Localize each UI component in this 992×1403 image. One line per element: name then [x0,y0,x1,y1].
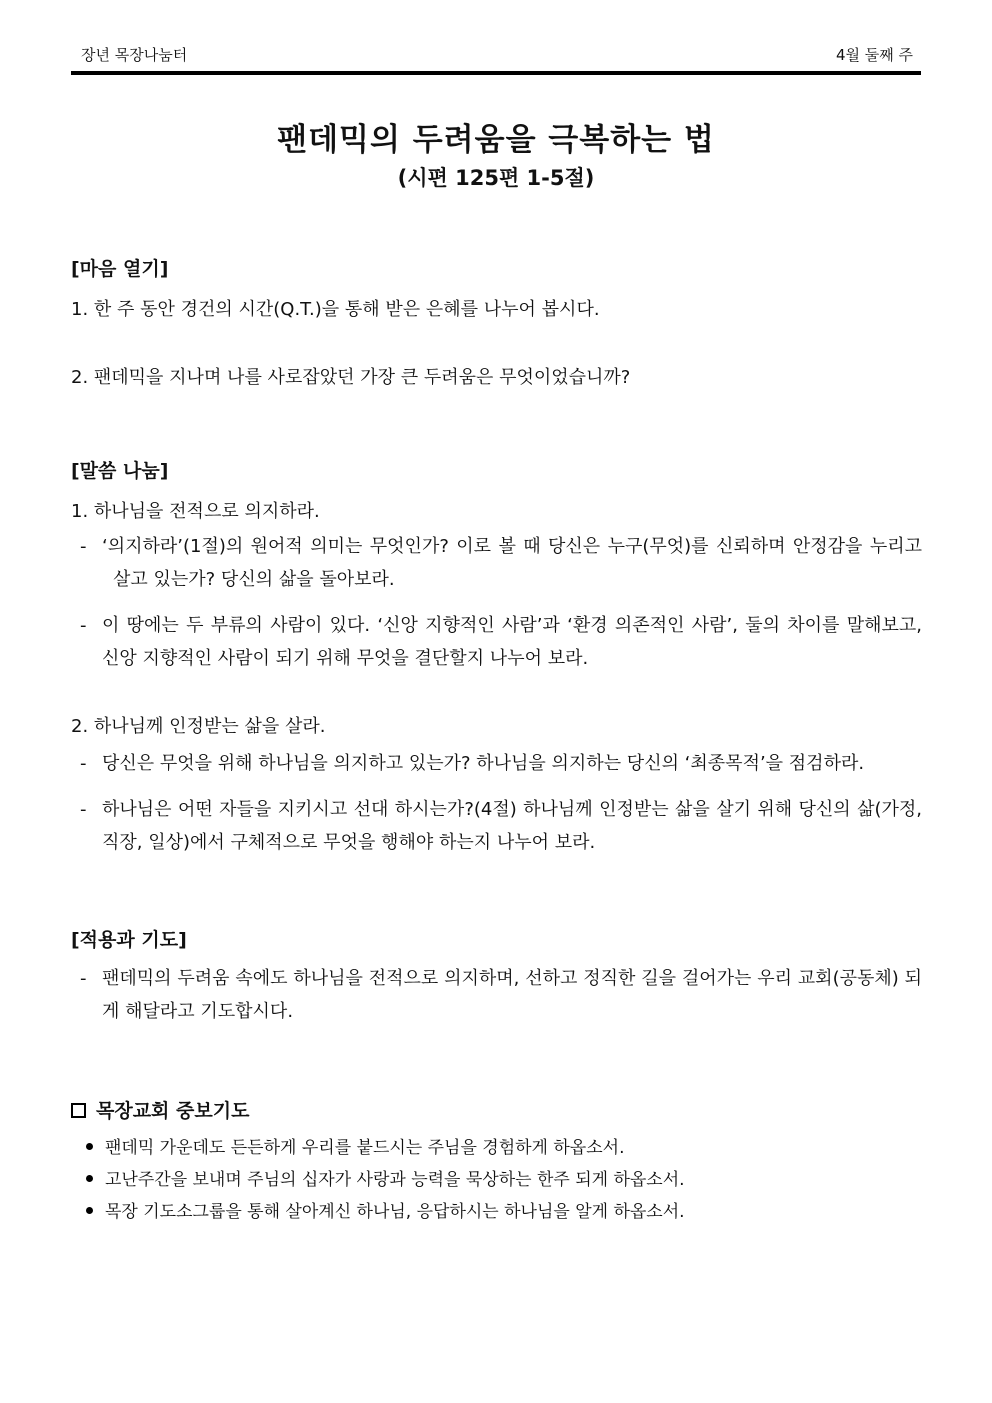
discussion-text: 하나님은 어떤 자들을 지키시고 선대 하시는가?(4절) 하나님께 인정받는 삶을 살기 위해 당신의 삶(가정, 직장, 일상)에서 구체적으로 무엇을 행해야 하는지 나누어 보라. [102,799,922,853]
point-title: 1. 하나님을 전적으로 의지하라. [71,501,320,522]
page-title: 팬데믹의 두려움을 극복하는 법 [277,122,715,158]
dash-marker: - [80,615,87,636]
prayer-heading-text: 목장교회 중보기도 [96,1100,250,1122]
scripture-reference: (시편 125편 1-5절) [397,166,595,190]
header-week: 4월 둘째 주 [835,46,913,64]
question-item: 2. 팬데믹을 지나며 나를 사로잡았던 가장 큰 두려움은 무엇이었습니까? [71,367,631,388]
dash-marker: - [80,753,87,774]
discussion-bullet [80,747,922,780]
question-item: 1. 한 주 동안 경건의 시간(Q.T.)을 통해 받은 은혜를 나누어 봅시다. [71,299,600,320]
discussion-text: 이 땅에는 두 부류의 사람이 있다. ‘신앙 지향적인 사람’과 ‘환경 의존적인 사람’, 둘의 차이를 말해보고, 신앙 지향적인 사람이 되기 위해 무엇을 결단할지 나누어 보라. [102,615,922,669]
prayer-item [86,1165,685,1190]
checkbox-square-icon [71,1103,86,1118]
prayer-item-text: 팬데믹 가운데도 든든하게 우리를 붙드시는 주님을 경험하게 하옵소서. [105,1138,625,1158]
section-heading-application-prayer: [적용과 기도] [71,929,187,951]
bullet-dot-icon [86,1175,93,1182]
section-heading-open-heart: [마음 열기] [71,258,169,280]
prayer-heading [71,1096,249,1123]
dash-marker: - [80,968,87,989]
bullet-dot-icon [86,1207,93,1214]
discussion-bullet [80,530,922,596]
bullet-dot-icon [86,1143,93,1150]
dash-marker: - [80,536,87,557]
dash-marker: - [80,799,87,820]
discussion-bullet [80,962,922,1028]
page-header [71,44,921,74]
discussion-text: ‘의지하라’(1절)의 원어적 의미는 무엇인가? 이로 볼 때 당신은 누구(무엇)를 신뢰하며 안정감을 누리고 살고 있는가? 당신의 삶을 돌아보라. [102,536,922,590]
prayer-item [86,1133,624,1158]
prayer-item-text: 고난주간을 보내며 주님의 십자가 사랑과 능력을 묵상하는 한주 되게 하옵소서. [105,1170,685,1190]
header-group-name: 장년 목장나눔터 [81,46,188,64]
section-heading-word-sharing: [말씀 나눔] [71,460,169,482]
point-title: 2. 하나님께 인정받는 삶을 살라. [71,716,326,737]
discussion-bullet [80,793,922,859]
discussion-text: 팬데믹의 두려움 속에도 하나님을 전적으로 의지하며, 선하고 정직한 길을 걸어가는 우리 교회(공동체) 되게 해달라고 기도합시다. [102,968,922,1022]
header-rule [71,71,921,75]
prayer-item-text: 목장 기도소그룹을 통해 살아계신 하나님, 응답하시는 하나님을 알게 하옵소서. [105,1202,685,1222]
discussion-text: 당신은 무엇을 위해 하나님을 의지하고 있는가? 하나님을 의지하는 당신의 ‘최종목적’을 점검하라. [102,753,865,774]
prayer-item [86,1197,685,1222]
discussion-bullet [80,609,922,675]
